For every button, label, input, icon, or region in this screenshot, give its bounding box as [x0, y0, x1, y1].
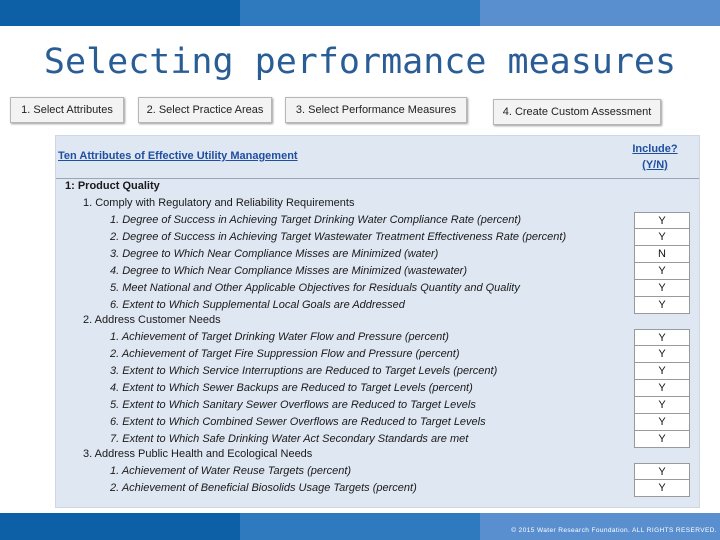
bottom-bar-segment-2 [240, 513, 480, 540]
measure-row [56, 480, 699, 497]
include-cell[interactable]: Y [634, 380, 690, 397]
category-row [56, 178, 699, 195]
measure-label: 5. Extent to Which Sanitary Sewer Overflows are Reduced to Target Levels [110, 399, 476, 411]
measure-row [56, 246, 699, 263]
include-cell[interactable]: Y [634, 463, 690, 480]
measure-label: 1. Achievement of Target Drinking Water Flow and Pressure (percent) [110, 331, 449, 343]
include-cell[interactable]: Y [634, 363, 690, 380]
measure-label: 4. Degree to Which Near Compliance Misses are Minimized (wastewater) [110, 265, 468, 277]
bottom-color-bar [0, 513, 720, 540]
step-create-custom-assessment-button[interactable]: 4. Create Custom Assessment [493, 99, 661, 125]
measure-row [56, 397, 699, 414]
measure-label: 2. Achievement of Target Fire Suppression Flow and Pressure (percent) [110, 348, 460, 360]
include-cell[interactable]: Y [634, 397, 690, 414]
step-select-attributes-button[interactable]: 1. Select Attributes [10, 97, 124, 123]
include-column-header [625, 141, 685, 173]
sheet-header [56, 136, 699, 179]
include-cell[interactable]: Y [634, 346, 690, 363]
performance-measures-sheet [55, 135, 700, 508]
subgroup-label: 1. Comply with Regulatory and Reliability Requirements [83, 197, 355, 209]
bottom-bar-segment-1 [0, 513, 240, 540]
measure-label: 4. Extent to Which Sewer Backups are Reduced to Target Levels (percent) [110, 382, 473, 394]
include-cell[interactable]: Y [634, 212, 690, 229]
include-cell[interactable]: Y [634, 297, 690, 314]
measure-label: 7. Extent to Which Safe Drinking Water Act Secondary Standards are met [110, 433, 469, 445]
measure-row [56, 346, 699, 363]
measure-row [56, 212, 699, 229]
subgroup-label: 2. Address Customer Needs [83, 314, 221, 326]
subgroup-row [56, 195, 699, 212]
include-cell[interactable]: Y [634, 229, 690, 246]
measure-row [56, 380, 699, 397]
measure-label: 5. Meet National and Other Applicable Objectives for Residuals Quantity and Quality [110, 282, 520, 294]
measure-row [56, 363, 699, 380]
include-header-line2[interactable]: (Y/N) [642, 159, 668, 171]
measure-row [56, 463, 699, 480]
measure-row [56, 263, 699, 280]
include-cell[interactable]: Y [634, 329, 690, 346]
subgroup-row [56, 312, 699, 329]
include-cell[interactable]: N [634, 246, 690, 263]
measure-label: 6. Extent to Which Supplemental Local Goals are Addressed [110, 299, 405, 311]
measure-label: 1. Achievement of Water Reuse Targets (percent) [110, 465, 352, 477]
measure-row [56, 414, 699, 431]
top-color-bar [0, 0, 720, 26]
bottom-bar-segment-3 [480, 513, 720, 540]
measure-label: 2. Achievement of Beneficial Biosolids Usage Targets (percent) [110, 482, 417, 494]
sheet-title-link[interactable]: Ten Attributes of Effective Utility Management [58, 150, 298, 162]
include-cell[interactable]: Y [634, 480, 690, 497]
include-cell[interactable]: Y [634, 431, 690, 448]
measure-row [56, 280, 699, 297]
measure-label: 6. Extent to Which Combined Sewer Overflows are Reduced to Target Levels [110, 416, 486, 428]
subgroup-row [56, 446, 699, 463]
include-header-line1[interactable]: Include? [632, 143, 678, 155]
top-bar-segment-3 [480, 0, 720, 26]
slide-title: Selecting performance measures [43, 42, 677, 82]
measure-label: 3. Extent to Which Service Interruptions are Reduced to Target Levels (percent) [110, 365, 498, 377]
copyright-notice: © 2015 Water Research Foundation. ALL RIGHTS RESERVED. [511, 527, 717, 534]
measure-row [56, 229, 699, 246]
step-select-performance-measures-button[interactable]: 3. Select Performance Measures [285, 97, 467, 123]
top-bar-segment-1 [0, 0, 240, 26]
top-bar-segment-2 [240, 0, 480, 26]
measure-label: 1. Degree of Success in Achieving Target Drinking Water Compliance Rate (percent) [110, 214, 522, 226]
step-select-practice-areas-button[interactable]: 2. Select Practice Areas [138, 97, 272, 123]
include-cell[interactable]: Y [634, 263, 690, 280]
measure-label: 2. Degree of Success in Achieving Target Wastewater Treatment Effectiveness Rate (percent) [110, 231, 567, 243]
include-cell[interactable]: Y [634, 280, 690, 297]
subgroup-label: 3. Address Public Health and Ecological Needs [83, 448, 313, 460]
include-cell[interactable]: Y [634, 414, 690, 431]
measure-label: 3. Degree to Which Near Compliance Misses are Minimized (water) [110, 248, 439, 260]
category-label: 1: Product Quality [65, 180, 160, 192]
measure-row [56, 329, 699, 346]
